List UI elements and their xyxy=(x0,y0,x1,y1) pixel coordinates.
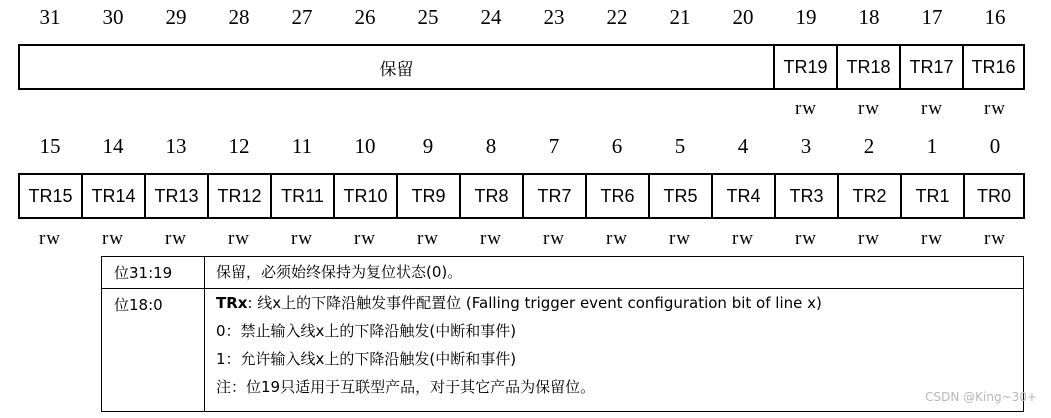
field-tr4: TR4 xyxy=(713,175,776,217)
description-line: 保留，必须始终保持为复位状态(0)。 xyxy=(216,263,463,281)
access-label: rw xyxy=(479,228,503,249)
bit-number: 5 xyxy=(674,134,686,158)
bit-number: 22 xyxy=(606,5,628,29)
access-label: rw xyxy=(668,228,692,249)
bit-numbers-high xyxy=(0,2,1051,32)
access-label: rw xyxy=(983,228,1007,249)
bit-number: 13 xyxy=(165,134,187,158)
access-label: rw xyxy=(227,228,251,249)
field-tr9: TR9 xyxy=(398,175,461,217)
bit-number: 28 xyxy=(228,5,250,29)
bit-number: 17 xyxy=(921,5,943,29)
bit-number: 12 xyxy=(228,134,250,158)
access-label: rw xyxy=(920,228,944,249)
field-reserved: 保留 xyxy=(20,46,775,88)
bit-number: 7 xyxy=(548,134,560,158)
bit-description-table xyxy=(101,256,1024,412)
field-tr6: TR6 xyxy=(587,175,650,217)
bit-number: 2 xyxy=(863,134,875,158)
field-name: TRx xyxy=(216,294,248,312)
bit-number: 0 xyxy=(989,134,1001,158)
description-heading xyxy=(216,289,822,317)
description-line: 1：允许输入线x上的下降沿触发(中断和事件) xyxy=(216,350,517,368)
access-label: rw xyxy=(605,228,629,249)
access-label: rw xyxy=(38,228,62,249)
bit-number: 1 xyxy=(926,134,938,158)
bit-number: 25 xyxy=(417,5,439,29)
bit-number: 3 xyxy=(800,134,812,158)
access-label: rw xyxy=(542,228,566,249)
register-high-half xyxy=(18,44,1025,90)
bit-range-label: 位18:0 xyxy=(102,289,205,411)
bit-number: 11 xyxy=(291,134,313,158)
bit-number: 16 xyxy=(984,5,1006,29)
bit-number: 21 xyxy=(669,5,691,29)
bit-number: 15 xyxy=(39,134,61,158)
bit-number: 14 xyxy=(102,134,124,158)
bit-number: 6 xyxy=(611,134,623,158)
access-label: rw xyxy=(101,228,125,249)
register-low-half xyxy=(18,173,1025,219)
field-tr10: TR10 xyxy=(335,175,398,217)
field-tr3: TR3 xyxy=(776,175,839,217)
access-label: rw xyxy=(983,98,1007,119)
access-label: rw xyxy=(857,98,881,119)
bit-number: 10 xyxy=(354,134,376,158)
bit-number: 27 xyxy=(291,5,313,29)
field-tr17: TR17 xyxy=(901,46,964,88)
bit-number: 26 xyxy=(354,5,376,29)
bit-number: 19 xyxy=(795,5,817,29)
access-label: rw xyxy=(794,98,818,119)
field-summary: : 线x上的下降沿触发事件配置位 (Falling trigger event configuration bit of line x) xyxy=(247,294,822,312)
field-tr5: TR5 xyxy=(650,175,713,217)
description-text xyxy=(216,289,822,401)
field-tr16: TR16 xyxy=(971,56,1016,77)
description-row-trx xyxy=(102,289,1023,411)
field-tr19: TR19 xyxy=(775,46,838,88)
bit-number: 23 xyxy=(543,5,565,29)
access-label: rw xyxy=(731,228,755,249)
field-tr18: TR18 xyxy=(838,46,901,88)
access-label: rw xyxy=(290,228,314,249)
field-tr13: TR13 xyxy=(146,175,209,217)
field-tr7: TR7 xyxy=(524,175,587,217)
bit-number: 29 xyxy=(165,5,187,29)
access-label: rw xyxy=(920,98,944,119)
bit-number: 18 xyxy=(858,5,880,29)
watermark: CSDN @King~30+ xyxy=(925,390,1037,404)
access-label: rw xyxy=(857,228,881,249)
bit-number: 8 xyxy=(485,134,497,158)
access-label: rw xyxy=(353,228,377,249)
field-tr11: TR11 xyxy=(272,175,335,217)
field-tr15: TR15 xyxy=(20,175,83,217)
bit-number: 31 xyxy=(39,5,61,29)
access-label: rw xyxy=(416,228,440,249)
description-row-reserved xyxy=(102,257,1023,289)
field-tr12: TR12 xyxy=(209,175,272,217)
field-tr2: TR2 xyxy=(839,175,902,217)
field-tr0: TR0 xyxy=(976,185,1011,206)
bit-number: 20 xyxy=(732,5,754,29)
access-label: rw xyxy=(164,228,188,249)
description-note: 注：位19只适用于互联型产品，对于其它产品为保留位。 xyxy=(216,378,596,396)
access-label: rw xyxy=(794,228,818,249)
bit-number: 24 xyxy=(480,5,502,29)
field-tr14: TR14 xyxy=(83,175,146,217)
description-text xyxy=(216,257,462,287)
bit-numbers-low xyxy=(0,131,1051,161)
bit-range-label: 位31:19 xyxy=(102,257,205,288)
description-line: 0：禁止输入线x上的下降沿触发(中断和事件) xyxy=(216,322,517,340)
field-tr8: TR8 xyxy=(461,175,524,217)
field-tr1: TR1 xyxy=(902,175,965,217)
bit-number: 30 xyxy=(102,5,124,29)
bit-number: 9 xyxy=(422,134,434,158)
bit-number: 4 xyxy=(737,134,749,158)
